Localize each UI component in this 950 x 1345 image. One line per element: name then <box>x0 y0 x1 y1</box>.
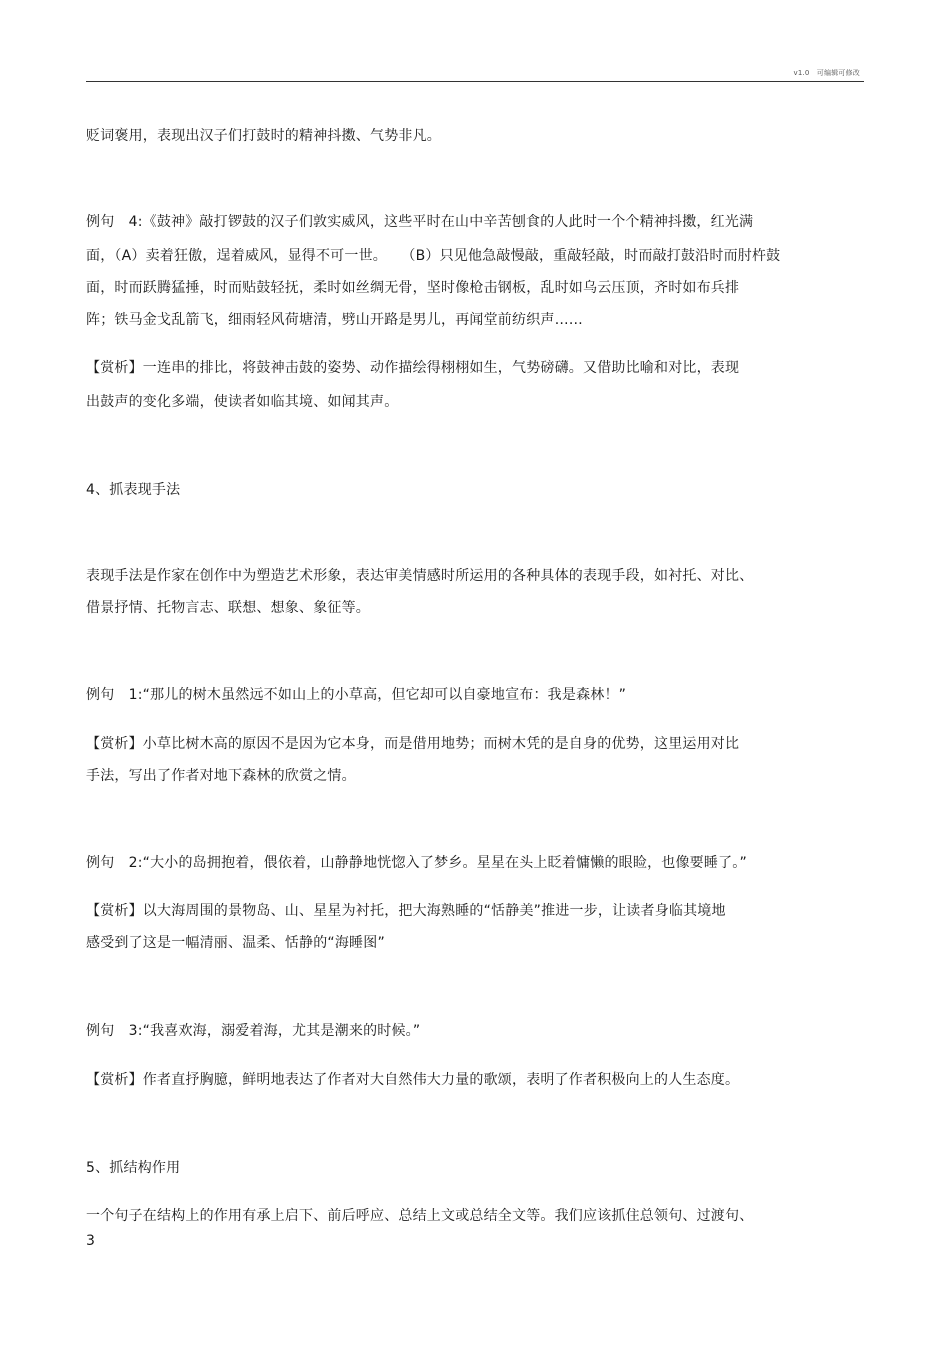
body-line: 一个句子在结构上的作用有承上启下、前后呼应、总结上文或总结全文等。我们应该抓住总领句、过渡句、 <box>86 1208 754 1224</box>
body-line: 贬词褒用，表现出汉子们打鼓时的精神抖擞、气势非凡。 <box>86 128 441 144</box>
body-line: 例句 4:《鼓神》敲打锣鼓的汉子们敦实威风，这些平时在山中辛苦刨食的人此时一个个精神抖擞，红光满 <box>86 214 754 230</box>
body-line: 面，（A）卖着狂傲，逞着威风，显得不可一世。 （B）只见他急敲慢敲，重敲轻敲，时而敲打鼓沿时而肘杵鼓 <box>86 248 781 264</box>
body-line: 例句 1:“那儿的树木虽然远不如山上的小草高，但它却可以自豪地宣布：我是森林！” <box>86 687 627 703</box>
body-line: 出鼓声的变化多端，使读者如临其境、如闻其声。 <box>86 394 399 410</box>
body-line: 感受到了这是一幅清丽、温柔、恬静的“海睡图” <box>86 935 385 951</box>
section-heading: 4、抓表现手法 <box>86 482 181 498</box>
body-line: 手法，写出了作者对地下森林的欣赏之情。 <box>86 768 356 784</box>
body-line: 【赏析】以大海周围的景物岛、山、星星为衬托，把大海熟睡的“恬静美”推进一步，让读者身临其境地 <box>86 903 726 919</box>
page-number: 3 <box>86 1233 95 1249</box>
body-line: 阵；铁马金戈乱箭飞，细雨轻风荷塘清，劈山开路是男儿，再闻堂前纺织声…… <box>86 312 583 328</box>
body-line: 【赏析】作者直抒胸臆，鲜明地表达了作者对大自然伟大力量的歌颂，表明了作者积极向上的人生态度。 <box>86 1072 740 1088</box>
header-version-tag: v1.0 可编辑可修改 <box>793 69 860 77</box>
section-heading: 5、抓结构作用 <box>86 1160 181 1176</box>
header-rule <box>86 81 864 82</box>
body-line: 表现手法是作家在创作中为塑造艺术形象，表达审美情感时所运用的各种具体的表现手段，如衬托、对比、 <box>86 568 754 584</box>
body-line: 例句 2:“大小的岛拥抱着，偎依着，山静静地恍惚入了梦乡。星星在头上眨着慵懒的眼睑，也像要睡了。” <box>86 855 747 871</box>
body-line: 【赏析】一连串的排比，将鼓神击鼓的姿势、动作描绘得栩栩如生，气势磅礴。又借助比喻和对比，表现 <box>86 360 740 376</box>
body-line: 借景抒情、托物言志、联想、想象、象征等。 <box>86 600 370 616</box>
body-line: 面，时而跃腾猛捶，时而贴鼓轻抚，柔时如丝绸无骨，坚时像枪击钢板，乱时如乌云压顶，齐时如布兵排 <box>86 280 740 296</box>
body-line: 【赏析】小草比树木高的原因不是因为它本身，而是借用地势；而树木凭的是自身的优势，这里运用对比 <box>86 736 740 752</box>
body-line: 例句 3:“我喜欢海，溺爱着海，尤其是潮来的时候。” <box>86 1023 421 1039</box>
